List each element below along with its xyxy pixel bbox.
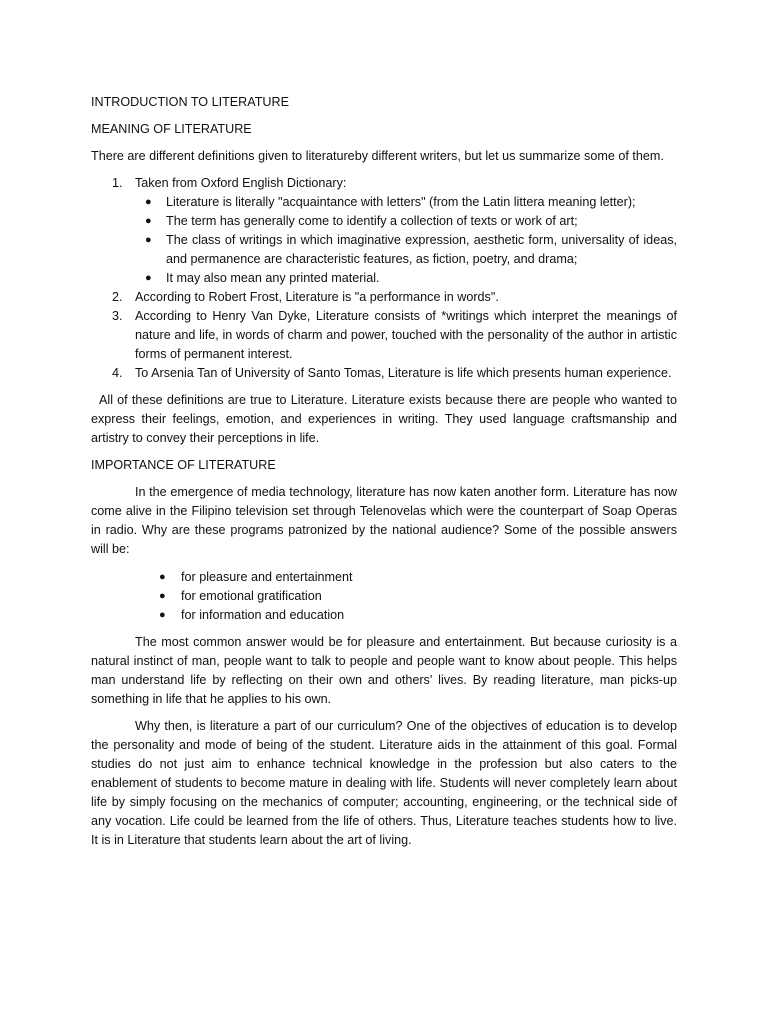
sub-list-item: [135, 212, 677, 231]
sub-item-text: Literature is literally "acquaintance with letters" (from the Latin littera meaning letter);: [166, 195, 636, 209]
answer-text: for information and education: [181, 608, 345, 622]
definition-item: [91, 364, 677, 383]
definition-text: Taken from Oxford English Dictionary:: [135, 176, 347, 190]
definitions-list: [91, 174, 677, 383]
bullet-icon: ●: [159, 609, 166, 621]
list-number: 3.: [112, 309, 123, 323]
bullet-icon: ●: [159, 590, 166, 602]
bullet-icon: ●: [145, 272, 152, 284]
importance-paragraph-3: Why then, is literature a part of our curriculum? One of the objectives of education is to develop the personality and mode of being of the student. Literature aids in the attainment of this goal. Formal studies do not just aim to enhance technical knowledge in the profession but also caters to the enablement of students to become mature in dealing with life. Students will never completely learn about life by simply focusing on the mechanics of computer; accounting, engineering, or the technical side of any vocation. Life could be learned from the life of others. Thus, Literature teaches students how to live. It is in Literature that students learn about the art of living.: [91, 719, 677, 847]
definition-text: To Arsenia Tan of University of Santo Tomas, Literature is life which presents human experience.: [135, 366, 672, 380]
list-number: 4.: [112, 366, 123, 380]
definition-text: According to Robert Frost, Literature is "a performance in words".: [135, 290, 499, 304]
document-title: INTRODUCTION TO LITERATURE: [91, 95, 290, 109]
document-body: [91, 93, 677, 850]
sub-list-item: [135, 231, 677, 269]
definition-item: [91, 307, 677, 364]
answer-item: [91, 568, 677, 587]
answer-text: for pleasure and entertainment: [181, 570, 353, 584]
list-number: 1.: [112, 176, 123, 190]
importance-paragraph-2: The most common answer would be for pleasure and entertainment. But because curiosity is a natural instinct of man, people want to talk to people and people want to know about people. This helps man understand life by reflecting on their own and others' lives. By reading literature, man picks-up something in life that he applies to his own.: [91, 635, 677, 706]
meaning-intro-paragraph: There are different definitions given to literatureby different writers, but let us summarize some of them.: [91, 149, 664, 163]
definition-item: [91, 174, 677, 288]
definition-item: [91, 288, 677, 307]
importance-paragraph-1: In the emergence of media technology, literature has now katen another form. Literature has now come alive in the Filipino television set through Telenovelas which were the counterpart of Soap Operas in radio. Why are these programs patronized by the national audience? Some of the possible answers will be:: [91, 485, 677, 556]
bullet-icon: ●: [159, 571, 166, 583]
section-heading-importance: IMPORTANCE OF LITERATURE: [91, 458, 276, 472]
bullet-icon: ●: [145, 234, 152, 246]
definitions-summary-paragraph: All of these definitions are true to Literature. Literature exists because there are people who wanted to express their feelings, emotion, and experiences in writing. They used language craftsmanship and artistry to convey their perceptions in life.: [91, 393, 677, 445]
possible-answers-list: [91, 568, 677, 625]
definition-text: According to Henry Van Dyke, Literature consists of *writings which interpret the meanings of nature and life, in words of charm and power, touched with the personality of the author in artistic forms of permanent interest.: [135, 309, 677, 361]
oxford-subitems-list: [135, 193, 677, 288]
answer-item: [91, 606, 677, 625]
bullet-icon: ●: [145, 196, 152, 208]
sub-item-text: The term has generally come to identify a collection of texts or work of art;: [166, 214, 578, 228]
list-number: 2.: [112, 290, 123, 304]
sub-list-item: [135, 193, 677, 212]
answer-item: [91, 587, 677, 606]
sub-item-text: It may also mean any printed material.: [166, 271, 380, 285]
section-heading-meaning: MEANING OF LITERATURE: [91, 122, 252, 136]
sub-item-text: The class of writings in which imaginative expression, aesthetic form, universality of ideas, and permanence are characteristic features, as fiction, poetry, and drama;: [166, 233, 677, 266]
bullet-icon: ●: [145, 215, 152, 227]
sub-list-item: [135, 269, 677, 288]
answer-text: for emotional gratification: [181, 589, 322, 603]
